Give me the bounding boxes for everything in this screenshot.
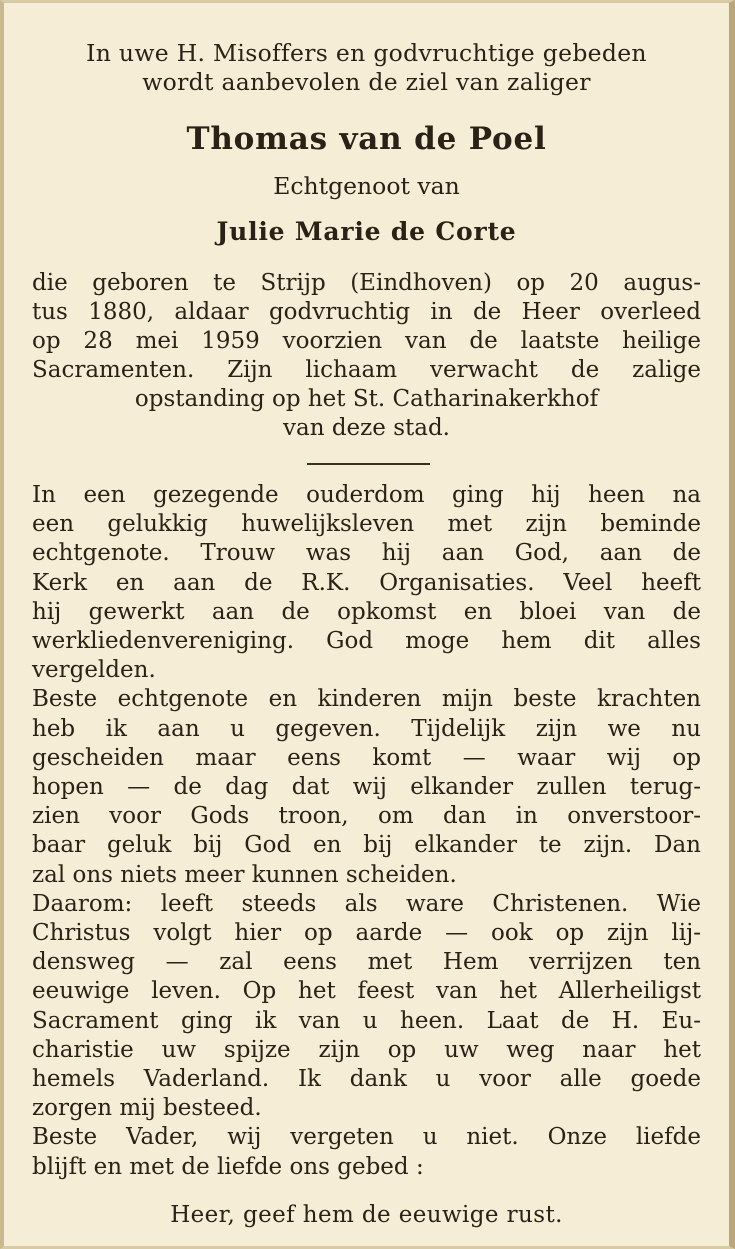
text-line: Christus volgt hier op aarde — ook op zijn lij-: [32, 920, 701, 947]
bio-line: op 28 mei 1959 voorzien van de laatste heilige: [32, 328, 701, 354]
text-line: hij gewerkt aan de opkomst en bloei van de: [32, 598, 701, 625]
deceased-name: Thomas van de Poel: [186, 121, 547, 157]
text-line: blijft en met de liefde ons gebed :: [32, 1153, 424, 1180]
intro-text: [4, 39, 729, 97]
memorial-text: [32, 481, 701, 1182]
bio-line: opstanding op het St. Catharinakerkhof: [134, 386, 599, 412]
bio-line: van deze stad.: [283, 415, 450, 441]
text-line: gescheiden maar eens komt — waar wij op: [32, 744, 701, 771]
text-line: echtgenote. Trouw was hij aan God, aan de: [32, 540, 701, 567]
text-line: Beste echtgenote en kinderen mijn beste krachten: [32, 686, 701, 713]
text-line: hemels Vaderland. Ik dank u voor alle goede: [32, 1066, 701, 1093]
spouse-label: Echtgenoot van: [273, 172, 460, 200]
text-line: Kerk en aan de R.K. Organisaties. Veel heeft: [32, 569, 701, 596]
intro-line-2: wordt aanbevolen de ziel van zaliger: [142, 68, 591, 96]
text-line: In een gezegende ouderdom ging hij heen na: [32, 482, 701, 508]
text-line: baar geluk bij God en bij elkander te zijn. Dan: [32, 832, 701, 859]
spouse-name: Julie Marie de Corte: [216, 217, 517, 246]
divider-line: [307, 463, 430, 465]
text-line: werkliedenvereniging. God moge hem dit alles: [32, 628, 701, 655]
text-line: eeuwige leven. Op het feest van het Allerheiligst: [32, 978, 701, 1005]
intro-line-1: In uwe H. Misoffers en godvruchtige gebeden: [86, 39, 647, 67]
text-line: zorgen mij besteed.: [32, 1095, 262, 1122]
bio-line: tus 1880, aldaar godvruchtig in de Heer overleed: [32, 299, 701, 325]
text-line: charistie uw spijze zijn op uw weg naar het: [32, 1036, 701, 1063]
text-line: Daarom: leeft steeds als ware Christenen. Wie: [32, 890, 701, 917]
text-line: densweg — zal eens met Hem verrijzen ten: [32, 949, 701, 976]
bio-line: die geboren te Strijp (Eindhoven) op 20 augus-: [32, 270, 701, 296]
bio-line: Sacramenten. Zijn lichaam verwacht de zalige: [32, 357, 701, 383]
text-line: Sacrament ging ik van u heen. Laat de H. Eu-: [32, 1007, 701, 1034]
biography: [32, 269, 701, 443]
text-line: hopen — de dag dat wij elkander zullen terug-: [32, 774, 701, 801]
text-line: Beste Vader, wij vergeten u niet. Onze liefde: [32, 1124, 701, 1151]
text-line: zien voor Gods troon, om dan in onverstoor-: [32, 803, 701, 830]
text-line: zal ons niets meer kunnen scheiden.: [32, 861, 457, 888]
closing-prayer: Heer, geef hem de eeuwige rust.: [170, 1202, 563, 1228]
text-line: heb ik aan u gegeven. Tijdelijk zijn we nu: [32, 715, 701, 742]
text-line: vergelden.: [32, 657, 156, 684]
text-line: een gelukkig huwelijksleven met zijn beminde: [32, 511, 701, 538]
